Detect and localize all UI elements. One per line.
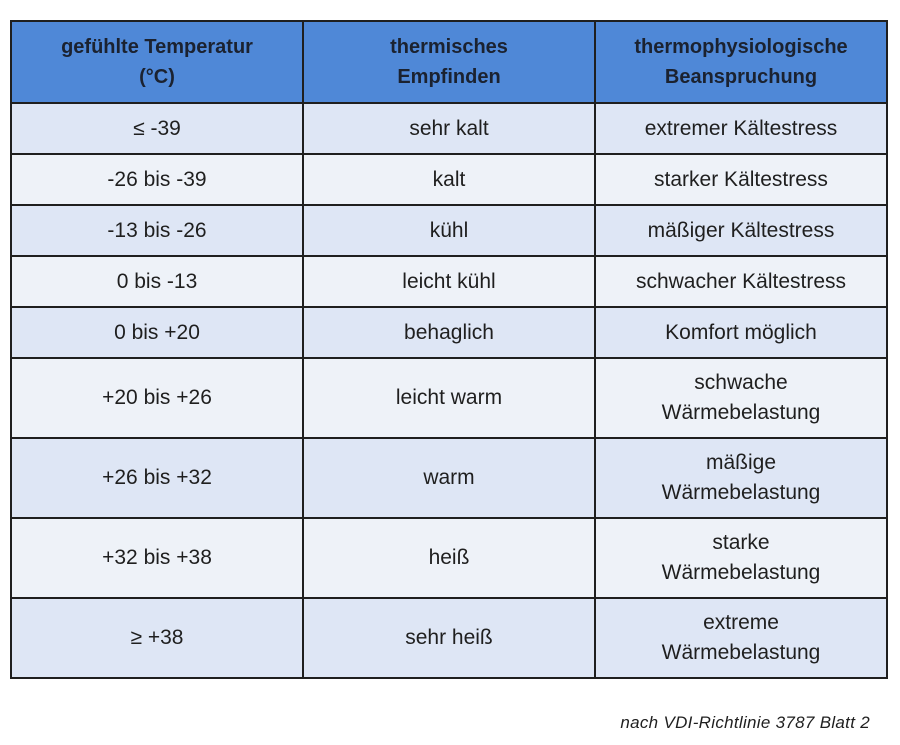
cell-sensation: kühl [303,205,595,256]
cell-temperature: +26 bis +32 [11,438,303,518]
cell-temperature: -13 bis -26 [11,205,303,256]
header-physiological-stress: thermophysiologische Beanspruchung [595,21,887,103]
cell-temperature: 0 bis -13 [11,256,303,307]
table-row [11,256,887,307]
cell-temperature: ≤ -39 [11,103,303,154]
table-row [11,438,887,518]
cell-stress: Komfort möglich [595,307,887,358]
table-row [11,358,887,438]
table-row [11,307,887,358]
table-row [11,154,887,205]
table-header-row [11,21,887,103]
table-row [11,103,887,154]
cell-sensation: heiß [303,518,595,598]
cell-stress: schwache Wärmebelastung [595,358,887,438]
thermal-comfort-table [10,20,888,679]
cell-sensation: kalt [303,154,595,205]
cell-stress: schwacher Kältestress [595,256,887,307]
cell-temperature: ≥ +38 [11,598,303,678]
comfort-table-container [10,20,886,679]
cell-sensation: leicht kühl [303,256,595,307]
cell-temperature: +20 bis +26 [11,358,303,438]
header-felt-temperature: gefühlte Temperatur (°C) [11,21,303,103]
cell-temperature: 0 bis +20 [11,307,303,358]
cell-sensation: leicht warm [303,358,595,438]
cell-sensation: warm [303,438,595,518]
table-row [11,518,887,598]
table-row [11,598,887,678]
header-thermal-sensation: thermisches Empfinden [303,21,595,103]
cell-sensation: sehr kalt [303,103,595,154]
cell-stress: starker Kältestress [595,154,887,205]
cell-stress: mäßiger Kältestress [595,205,887,256]
cell-temperature: +32 bis +38 [11,518,303,598]
cell-sensation: sehr heiß [303,598,595,678]
cell-stress: mäßige Wärmebelastung [595,438,887,518]
cell-stress: extreme Wärmebelastung [595,598,887,678]
cell-stress: starke Wärmebelastung [595,518,887,598]
source-note: nach VDI-Richtlinie 3787 Blatt 2 [620,713,870,732]
cell-stress: extremer Kältestress [595,103,887,154]
cell-sensation: behaglich [303,307,595,358]
cell-temperature: -26 bis -39 [11,154,303,205]
table-row [11,205,887,256]
